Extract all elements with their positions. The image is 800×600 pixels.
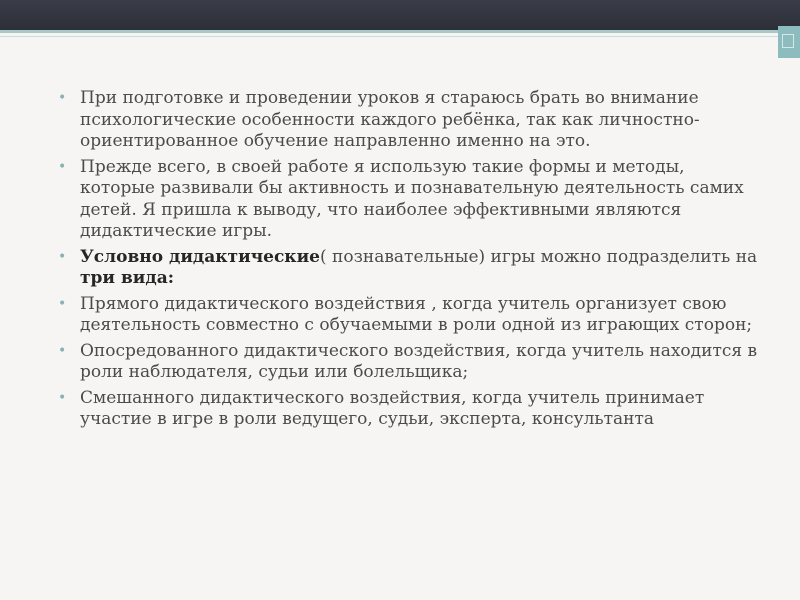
bullet-text: ( познавательные) игры можно подразделить на [320, 246, 758, 267]
slide-content [58, 88, 758, 435]
bullet-icon: • [58, 248, 67, 265]
corner-decoration-inner [782, 34, 794, 48]
bullet-item-4 [58, 294, 758, 337]
bullet-item-2 [58, 157, 758, 243]
bullet-icon: • [58, 389, 67, 406]
bullet-item-5 [58, 341, 758, 384]
bullet-text: Прежде всего, в своей работе я использую такие формы и методы, которые развивали бы активность и познавательную деятельность самих детей. Я пришла к выводу, что наиболее эффективными являются дидактические игры. [80, 156, 744, 241]
accent-line [0, 30, 800, 33]
bullet-text: При подготовке и проведении уроков я стараюсь брать во внимание психологические особенности каждого ребёнка, так как личностно-ориентированное обучение направленно именно на это. [80, 88, 700, 151]
bullet-text: Прямого дидактического воздействия , когда учитель организует свою деятельность совместно с обучаемыми в роли одной из играющих сторон; [80, 293, 753, 335]
bullet-icon: • [58, 158, 67, 175]
corner-decoration [778, 26, 800, 58]
bullet-bold-term-2: три вида: [80, 268, 174, 288]
bullet-text: Опосредованного дидактического воздействия, когда учитель находится в роли наблюдателя, судьи или болельщика; [80, 340, 758, 382]
bullet-icon: • [58, 90, 67, 106]
bullet-item-6 [58, 388, 758, 431]
accent-line-secondary [0, 36, 800, 37]
top-bar [0, 0, 800, 30]
bullet-item-1 [58, 88, 758, 153]
bullet-bold-term: Условно дидактические [80, 246, 321, 267]
bullet-icon: • [58, 295, 67, 312]
bullet-text: Смешанного дидактического воздействия, когда учитель принимает участие в игре в роли ведущего, судьи, эксперта, консультанта [80, 387, 705, 429]
bullet-list [58, 88, 758, 431]
bullet-item-3 [58, 247, 758, 290]
bullet-icon: • [58, 342, 67, 359]
